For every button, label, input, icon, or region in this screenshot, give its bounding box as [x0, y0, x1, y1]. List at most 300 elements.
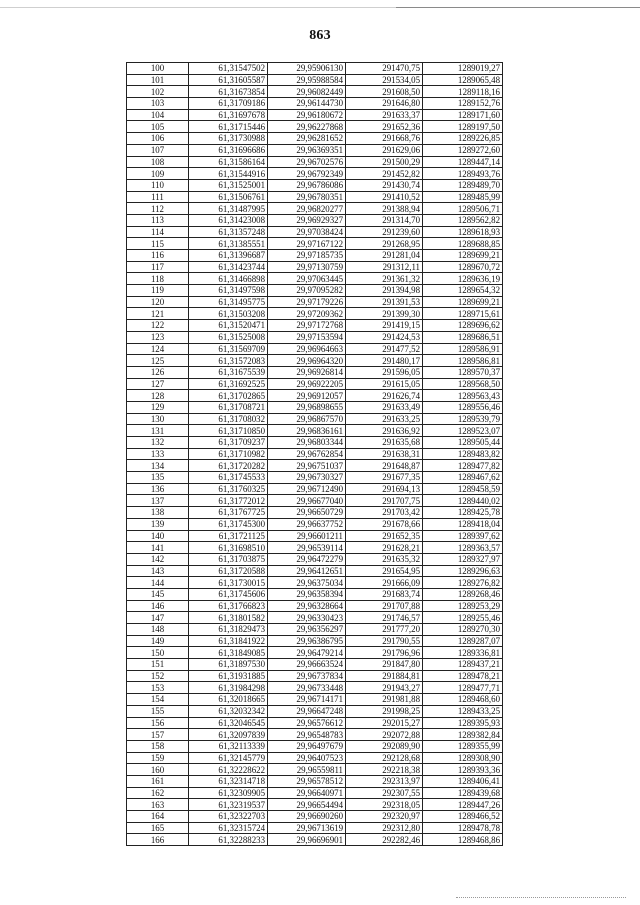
longitude-cell: 29,96926814	[268, 366, 346, 378]
longitude-cell: 29,96281652	[268, 133, 346, 145]
table-row	[127, 179, 503, 191]
latitude-cell: 61,31503208	[189, 308, 268, 320]
x-coordinate-cell: 291677,35	[346, 472, 423, 484]
y-coordinate-cell: 1289562,82	[423, 214, 503, 226]
y-coordinate-cell: 1289447,14	[423, 156, 503, 168]
point-number-cell: 121	[127, 308, 189, 320]
y-coordinate-cell: 1289699,21	[423, 296, 503, 308]
y-coordinate-cell: 1289296,63	[423, 565, 503, 577]
x-coordinate-cell: 291239,60	[346, 226, 423, 238]
latitude-cell: 61,32145779	[189, 752, 268, 764]
x-coordinate-cell: 291399,30	[346, 308, 423, 320]
latitude-cell: 61,31720282	[189, 460, 268, 472]
table-row	[127, 495, 503, 507]
y-coordinate-cell: 1289586,91	[423, 343, 503, 355]
longitude-cell: 29,96559811	[268, 764, 346, 776]
longitude-cell: 29,96786086	[268, 179, 346, 191]
longitude-cell: 29,96144730	[268, 98, 346, 110]
longitude-cell: 29,96677040	[268, 495, 346, 507]
point-number-cell: 151	[127, 659, 189, 671]
longitude-cell: 29,96637752	[268, 518, 346, 530]
longitude-cell: 29,96330423	[268, 612, 346, 624]
x-coordinate-cell: 291633,37	[346, 109, 423, 121]
latitude-cell: 61,31710982	[189, 448, 268, 460]
table-row	[127, 705, 503, 717]
y-coordinate-cell: 1289253,29	[423, 600, 503, 612]
point-number-cell: 134	[127, 460, 189, 472]
table-row	[127, 133, 503, 145]
y-coordinate-cell: 1289539,79	[423, 413, 503, 425]
latitude-cell: 61,31766823	[189, 600, 268, 612]
x-coordinate-cell: 291388,94	[346, 203, 423, 215]
y-coordinate-cell: 1289276,82	[423, 577, 503, 589]
table-row	[127, 553, 503, 565]
point-number-cell: 166	[127, 834, 189, 846]
longitude-cell: 29,95906130	[268, 63, 346, 75]
table-row	[127, 472, 503, 484]
table-row	[127, 729, 503, 741]
longitude-cell: 29,96820277	[268, 203, 346, 215]
x-coordinate-cell: 291998,25	[346, 705, 423, 717]
point-number-cell: 148	[127, 624, 189, 636]
point-number-cell: 104	[127, 109, 189, 121]
point-number-cell: 160	[127, 764, 189, 776]
point-number-cell: 109	[127, 168, 189, 180]
table-row	[127, 144, 503, 156]
latitude-cell: 61,32097839	[189, 729, 268, 741]
latitude-cell: 61,31544916	[189, 168, 268, 180]
longitude-cell: 29,97038424	[268, 226, 346, 238]
table-row	[127, 600, 503, 612]
latitude-cell: 61,31495775	[189, 296, 268, 308]
point-number-cell: 115	[127, 238, 189, 250]
longitude-cell: 29,97167122	[268, 238, 346, 250]
longitude-cell: 29,96712490	[268, 483, 346, 495]
y-coordinate-cell: 1289506,71	[423, 203, 503, 215]
x-coordinate-cell: 291707,88	[346, 600, 423, 612]
table-row	[127, 670, 503, 682]
y-coordinate-cell: 1289439,68	[423, 787, 503, 799]
table-row	[127, 121, 503, 133]
latitude-cell: 61,31708032	[189, 413, 268, 425]
latitude-cell: 61,31572083	[189, 355, 268, 367]
latitude-cell: 61,31767725	[189, 507, 268, 519]
longitude-cell: 29,97063445	[268, 273, 346, 285]
y-coordinate-cell: 1289363,57	[423, 542, 503, 554]
y-coordinate-cell: 1289440,02	[423, 495, 503, 507]
table-row	[127, 214, 503, 226]
y-coordinate-cell: 1289715,61	[423, 308, 503, 320]
latitude-cell: 61,31696686	[189, 144, 268, 156]
latitude-cell: 61,31692525	[189, 378, 268, 390]
y-coordinate-cell: 1289152,76	[423, 98, 503, 110]
point-number-cell: 154	[127, 694, 189, 706]
y-coordinate-cell: 1289397,62	[423, 530, 503, 542]
longitude-cell: 29,96479214	[268, 647, 346, 659]
point-number-cell: 123	[127, 331, 189, 343]
x-coordinate-cell: 292320,97	[346, 811, 423, 823]
point-number-cell: 120	[127, 296, 189, 308]
longitude-cell: 29,96663524	[268, 659, 346, 671]
x-coordinate-cell: 291636,92	[346, 425, 423, 437]
point-number-cell: 146	[127, 600, 189, 612]
latitude-cell: 61,31745533	[189, 472, 268, 484]
latitude-cell: 61,31525008	[189, 331, 268, 343]
point-number-cell: 138	[127, 507, 189, 519]
longitude-cell: 29,96654494	[268, 799, 346, 811]
longitude-cell: 29,96922205	[268, 378, 346, 390]
point-number-cell: 141	[127, 542, 189, 554]
table-row	[127, 460, 503, 472]
x-coordinate-cell: 291678,66	[346, 518, 423, 530]
table-row	[127, 787, 503, 799]
y-coordinate-cell: 1289505,44	[423, 437, 503, 449]
point-number-cell: 136	[127, 483, 189, 495]
table-row	[127, 612, 503, 624]
x-coordinate-cell: 291703,42	[346, 507, 423, 519]
point-number-cell: 122	[127, 320, 189, 332]
coordinates-table	[126, 62, 503, 846]
x-coordinate-cell: 291635,68	[346, 437, 423, 449]
table-row	[127, 261, 503, 273]
table-row	[127, 588, 503, 600]
y-coordinate-cell: 1289447,26	[423, 799, 503, 811]
y-coordinate-cell: 1289382,84	[423, 729, 503, 741]
point-number-cell: 131	[127, 425, 189, 437]
longitude-cell: 29,96369351	[268, 144, 346, 156]
point-number-cell: 117	[127, 261, 189, 273]
longitude-cell: 29,96730327	[268, 472, 346, 484]
latitude-cell: 61,31702865	[189, 390, 268, 402]
point-number-cell: 111	[127, 191, 189, 203]
longitude-cell: 29,96792349	[268, 168, 346, 180]
point-number-cell: 155	[127, 705, 189, 717]
x-coordinate-cell: 291707,75	[346, 495, 423, 507]
point-number-cell: 158	[127, 740, 189, 752]
point-number-cell: 118	[127, 273, 189, 285]
x-coordinate-cell: 291452,82	[346, 168, 423, 180]
x-coordinate-cell: 291646,80	[346, 98, 423, 110]
y-coordinate-cell: 1289618,93	[423, 226, 503, 238]
x-coordinate-cell: 291654,95	[346, 565, 423, 577]
y-coordinate-cell: 1289467,62	[423, 472, 503, 484]
table-row	[127, 343, 503, 355]
table-row	[127, 425, 503, 437]
x-coordinate-cell: 292307,55	[346, 787, 423, 799]
longitude-cell: 29,96751037	[268, 460, 346, 472]
latitude-cell: 61,31673854	[189, 86, 268, 98]
y-coordinate-cell: 1289065,48	[423, 74, 503, 86]
longitude-cell: 29,96780351	[268, 191, 346, 203]
latitude-cell: 61,31730015	[189, 577, 268, 589]
x-coordinate-cell: 291638,31	[346, 448, 423, 460]
y-coordinate-cell: 1289699,21	[423, 250, 503, 262]
point-number-cell: 144	[127, 577, 189, 589]
latitude-cell: 61,31708721	[189, 401, 268, 413]
latitude-cell: 61,31760325	[189, 483, 268, 495]
x-coordinate-cell: 291635,32	[346, 553, 423, 565]
table-row	[127, 834, 503, 846]
point-number-cell: 153	[127, 682, 189, 694]
y-coordinate-cell: 1289355,99	[423, 740, 503, 752]
y-coordinate-cell: 1289118,16	[423, 86, 503, 98]
x-coordinate-cell: 291470,75	[346, 63, 423, 75]
latitude-cell: 61,32032342	[189, 705, 268, 717]
x-coordinate-cell: 291480,17	[346, 355, 423, 367]
point-number-cell: 137	[127, 495, 189, 507]
point-number-cell: 145	[127, 588, 189, 600]
point-number-cell: 126	[127, 366, 189, 378]
point-number-cell: 116	[127, 250, 189, 262]
point-number-cell: 119	[127, 285, 189, 297]
latitude-cell: 61,31849085	[189, 647, 268, 659]
latitude-cell: 61,31897530	[189, 659, 268, 671]
table-row	[127, 752, 503, 764]
longitude-cell: 29,96539114	[268, 542, 346, 554]
longitude-cell: 29,97185735	[268, 250, 346, 262]
coordinates-table-body	[127, 63, 503, 846]
x-coordinate-cell: 291410,52	[346, 191, 423, 203]
x-coordinate-cell: 291615,05	[346, 378, 423, 390]
table-row	[127, 635, 503, 647]
x-coordinate-cell: 291652,35	[346, 530, 423, 542]
point-number-cell: 101	[127, 74, 189, 86]
y-coordinate-cell: 1289226,85	[423, 133, 503, 145]
longitude-cell: 29,96650729	[268, 507, 346, 519]
point-number-cell: 132	[127, 437, 189, 449]
latitude-cell: 61,31497598	[189, 285, 268, 297]
table-row	[127, 401, 503, 413]
y-coordinate-cell: 1289670,72	[423, 261, 503, 273]
y-coordinate-cell: 1289696,62	[423, 320, 503, 332]
x-coordinate-cell: 291628,21	[346, 542, 423, 554]
longitude-cell: 29,96898655	[268, 401, 346, 413]
latitude-cell: 61,31829473	[189, 624, 268, 636]
table-row	[127, 717, 503, 729]
longitude-cell: 29,97095282	[268, 285, 346, 297]
x-coordinate-cell: 291500,29	[346, 156, 423, 168]
x-coordinate-cell: 292089,90	[346, 740, 423, 752]
y-coordinate-cell: 1289478,21	[423, 670, 503, 682]
latitude-cell: 61,31506761	[189, 191, 268, 203]
point-number-cell: 147	[127, 612, 189, 624]
table-row	[127, 507, 503, 519]
longitude-cell: 29,96601211	[268, 530, 346, 542]
top-rule-dark	[396, 7, 640, 8]
x-coordinate-cell: 292072,88	[346, 729, 423, 741]
latitude-cell: 61,31569709	[189, 343, 268, 355]
x-coordinate-cell: 291666,09	[346, 577, 423, 589]
y-coordinate-cell: 1289255,46	[423, 612, 503, 624]
point-number-cell: 164	[127, 811, 189, 823]
latitude-cell: 61,31720588	[189, 565, 268, 577]
latitude-cell: 61,32288233	[189, 834, 268, 846]
table-row	[127, 331, 503, 343]
x-coordinate-cell: 291312,11	[346, 261, 423, 273]
table-row	[127, 366, 503, 378]
longitude-cell: 29,96082449	[268, 86, 346, 98]
longitude-cell: 29,96472279	[268, 553, 346, 565]
point-number-cell: 102	[127, 86, 189, 98]
y-coordinate-cell: 1289468,60	[423, 694, 503, 706]
table-row	[127, 694, 503, 706]
table-row	[127, 390, 503, 402]
latitude-cell: 61,31703875	[189, 553, 268, 565]
table-row	[127, 191, 503, 203]
y-coordinate-cell: 1289019,27	[423, 63, 503, 75]
longitude-cell: 29,96696901	[268, 834, 346, 846]
longitude-cell: 29,96737834	[268, 670, 346, 682]
longitude-cell: 29,96407523	[268, 752, 346, 764]
latitude-cell: 61,31745300	[189, 518, 268, 530]
point-number-cell: 130	[127, 413, 189, 425]
table-row	[127, 86, 503, 98]
longitude-cell: 29,96836161	[268, 425, 346, 437]
longitude-cell: 29,96640971	[268, 787, 346, 799]
x-coordinate-cell: 292218,38	[346, 764, 423, 776]
latitude-cell: 61,32018665	[189, 694, 268, 706]
y-coordinate-cell: 1289686,51	[423, 331, 503, 343]
table-row	[127, 98, 503, 110]
latitude-cell: 61,31547502	[189, 63, 268, 75]
point-number-cell: 105	[127, 121, 189, 133]
y-coordinate-cell: 1289270,30	[423, 624, 503, 636]
point-number-cell: 100	[127, 63, 189, 75]
longitude-cell: 29,96803344	[268, 437, 346, 449]
longitude-cell: 29,97209362	[268, 308, 346, 320]
latitude-cell: 61,31721125	[189, 530, 268, 542]
point-number-cell: 128	[127, 390, 189, 402]
table-row	[127, 775, 503, 787]
longitude-cell: 29,96227868	[268, 121, 346, 133]
x-coordinate-cell: 292015,27	[346, 717, 423, 729]
table-row	[127, 168, 503, 180]
table-row	[127, 238, 503, 250]
x-coordinate-cell: 292282,46	[346, 834, 423, 846]
y-coordinate-cell: 1289489,70	[423, 179, 503, 191]
y-coordinate-cell: 1289197,50	[423, 121, 503, 133]
table-row	[127, 250, 503, 262]
latitude-cell: 61,31396687	[189, 250, 268, 262]
table-row	[127, 682, 503, 694]
table-row	[127, 437, 503, 449]
x-coordinate-cell: 291430,74	[346, 179, 423, 191]
point-number-cell: 127	[127, 378, 189, 390]
y-coordinate-cell: 1289268,46	[423, 588, 503, 600]
y-coordinate-cell: 1289493,76	[423, 168, 503, 180]
point-number-cell: 157	[127, 729, 189, 741]
y-coordinate-cell: 1289636,19	[423, 273, 503, 285]
point-number-cell: 108	[127, 156, 189, 168]
latitude-cell: 61,32322703	[189, 811, 268, 823]
x-coordinate-cell: 291847,80	[346, 659, 423, 671]
longitude-cell: 29,96964320	[268, 355, 346, 367]
table-row	[127, 226, 503, 238]
latitude-cell: 61,31697678	[189, 109, 268, 121]
x-coordinate-cell: 291391,53	[346, 296, 423, 308]
longitude-cell: 29,96867570	[268, 413, 346, 425]
table-row	[127, 74, 503, 86]
y-coordinate-cell: 1289523,07	[423, 425, 503, 437]
x-coordinate-cell: 291633,49	[346, 401, 423, 413]
table-row	[127, 273, 503, 285]
longitude-cell: 29,96356297	[268, 624, 346, 636]
point-number-cell: 152	[127, 670, 189, 682]
y-coordinate-cell: 1289327,97	[423, 553, 503, 565]
x-coordinate-cell: 291746,57	[346, 612, 423, 624]
x-coordinate-cell: 291884,81	[346, 670, 423, 682]
y-coordinate-cell: 1289586,81	[423, 355, 503, 367]
point-number-cell: 142	[127, 553, 189, 565]
x-coordinate-cell: 291683,74	[346, 588, 423, 600]
x-coordinate-cell: 291626,74	[346, 390, 423, 402]
latitude-cell: 61,32314718	[189, 775, 268, 787]
latitude-cell: 61,31423008	[189, 214, 268, 226]
y-coordinate-cell: 1289393,36	[423, 764, 503, 776]
y-coordinate-cell: 1289418,04	[423, 518, 503, 530]
table-row	[127, 355, 503, 367]
point-number-cell: 106	[127, 133, 189, 145]
latitude-cell: 61,31586164	[189, 156, 268, 168]
longitude-cell: 29,96762854	[268, 448, 346, 460]
latitude-cell: 61,31801582	[189, 612, 268, 624]
latitude-cell: 61,32046545	[189, 717, 268, 729]
table-row	[127, 565, 503, 577]
y-coordinate-cell: 1289688,85	[423, 238, 503, 250]
latitude-cell: 61,32315724	[189, 822, 268, 834]
x-coordinate-cell: 291268,95	[346, 238, 423, 250]
point-number-cell: 139	[127, 518, 189, 530]
table-row	[127, 320, 503, 332]
latitude-cell: 61,31675539	[189, 366, 268, 378]
table-row	[127, 530, 503, 542]
x-coordinate-cell: 291596,05	[346, 366, 423, 378]
x-coordinate-cell: 291648,87	[346, 460, 423, 472]
y-coordinate-cell: 1289287,07	[423, 635, 503, 647]
latitude-cell: 61,31709237	[189, 437, 268, 449]
point-number-cell: 159	[127, 752, 189, 764]
x-coordinate-cell: 291477,52	[346, 343, 423, 355]
latitude-cell: 61,32319537	[189, 799, 268, 811]
latitude-cell: 61,31525001	[189, 179, 268, 191]
table-row	[127, 740, 503, 752]
latitude-cell: 61,31605587	[189, 74, 268, 86]
longitude-cell: 29,96576612	[268, 717, 346, 729]
y-coordinate-cell: 1289485,99	[423, 191, 503, 203]
y-coordinate-cell: 1289568,50	[423, 378, 503, 390]
longitude-cell: 29,97153594	[268, 331, 346, 343]
y-coordinate-cell: 1289308,90	[423, 752, 503, 764]
y-coordinate-cell: 1289466,52	[423, 811, 503, 823]
latitude-cell: 61,31698510	[189, 542, 268, 554]
longitude-cell: 29,96733448	[268, 682, 346, 694]
x-coordinate-cell: 292128,68	[346, 752, 423, 764]
latitude-cell: 61,31715446	[189, 121, 268, 133]
latitude-cell: 61,31520471	[189, 320, 268, 332]
latitude-cell: 61,31841922	[189, 635, 268, 647]
longitude-cell: 29,96578512	[268, 775, 346, 787]
point-number-cell: 114	[127, 226, 189, 238]
table-row	[127, 296, 503, 308]
y-coordinate-cell: 1289468,86	[423, 834, 503, 846]
point-number-cell: 150	[127, 647, 189, 659]
x-coordinate-cell: 292318,05	[346, 799, 423, 811]
point-number-cell: 129	[127, 401, 189, 413]
longitude-cell: 29,96386795	[268, 635, 346, 647]
point-number-cell: 125	[127, 355, 189, 367]
point-number-cell: 133	[127, 448, 189, 460]
y-coordinate-cell: 1289272,60	[423, 144, 503, 156]
